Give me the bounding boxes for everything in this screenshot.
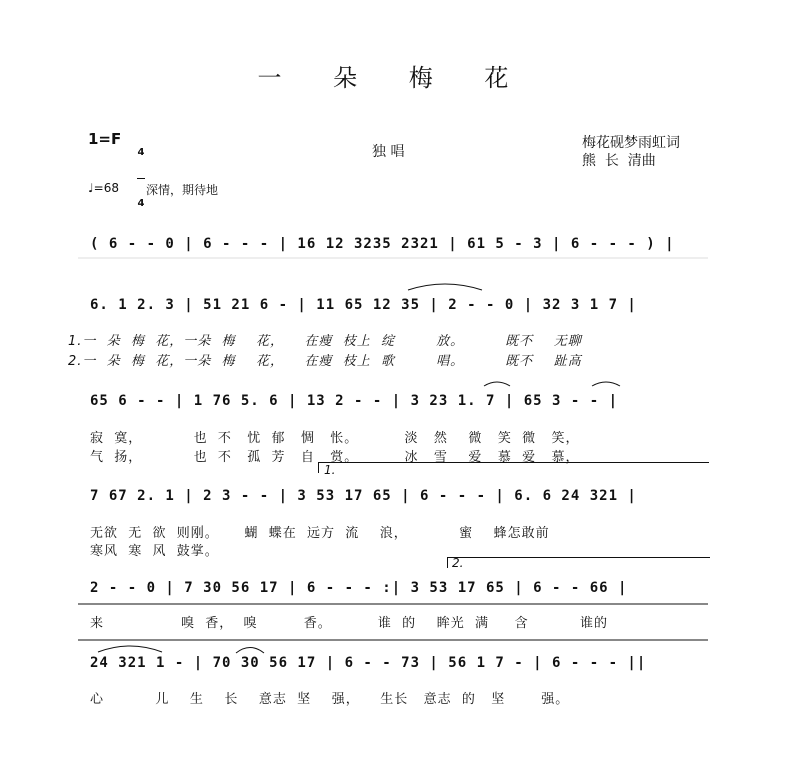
slur-arc — [98, 646, 162, 652]
score-line-2: 6. 1 2. 3 | 51 21 6 - | 11 65 12 35 | 2 - - 0 | 32 3 1 7 | — [90, 297, 637, 313]
score-line-4: 7 67 2. 1 | 2 3 - - | 3 53 17 65 | 6 - - - | 6. 6 24 321 | — [90, 488, 637, 504]
expression-mark: 深情，期待地 — [146, 183, 219, 197]
song-title: 一 朵 梅 花 — [257, 64, 531, 92]
lyrics-verse2-line3: 气 扬， 也 不 孤 芳 自 赏。 冰 雪 爱 慕 爱 慕， — [90, 450, 580, 465]
key-signature: 1=F — [88, 130, 122, 148]
slur-arc — [236, 648, 264, 654]
composer-credit: 熊 长 清曲 — [582, 153, 656, 169]
volta-label-second: 2. — [452, 556, 464, 570]
lyrics-verse2-line4: 寒风 寒 风 鼓掌。 — [90, 544, 219, 559]
lyrics-line5: 来 嗅 香， 嗅 香。 谁 的 眸光 满 含 谁的 — [90, 616, 608, 631]
lyricist-credit: 梅花砚梦雨虹词 — [582, 135, 680, 151]
performance-note: 独 唱 — [372, 144, 405, 160]
volta-label-first: 1. — [324, 463, 336, 477]
lyrics-line6: 心 儿 生 长 意志 坚 强， 生长 意志 的 坚 强。 — [90, 692, 570, 707]
lyrics-verse1-line4: 无欲 无 欲 则刚。 蝴 蝶在 远方 流 浪， 蜜 蜂怎敢前 — [90, 526, 550, 541]
time-signature-bottom: 4 — [137, 198, 145, 209]
tempo-mark: ♩=68 — [88, 181, 119, 195]
lyrics-verse1-line2: 1.一 朵 梅 花，一朵 梅 花， 在瘦 枝上 绽 放。 既不 无聊 — [68, 334, 582, 349]
lyrics-verse1-line3: 寂 寞， 也 不 忧 郁 惆 怅。 淡 然 微 笑 微 笑， — [90, 431, 580, 446]
slur-arc — [408, 284, 482, 290]
slur-arc — [592, 382, 620, 386]
score-line-5: 2 - - 0 | 7 30 56 17 | 6 - - - :| 3 53 17 65 | 6 - - 66 | — [90, 580, 628, 596]
score-line-6: 24 321 1 - | 70 30 56 17 | 6 - - 73 | 56 1 7 - | 6 - - - || — [90, 655, 647, 671]
score-line-1: ( 6 - - 0 | 6 - - - | 16 12 3235 2321 | 61 5 - 3 | 6 - - - ) | — [90, 236, 675, 252]
slur-arc — [484, 382, 510, 386]
time-signature-top: 4 — [137, 147, 145, 158]
lyrics-verse2-line2: 2.一 朵 梅 花，一朵 梅 花， 在瘦 枝上 歌 唱。 既不 趾高 — [68, 354, 582, 369]
score-line-3: 65 6 - - | 1 76 5. 6 | 13 2 - - | 3 23 1. 7 | 65 3 - - | — [90, 393, 619, 409]
